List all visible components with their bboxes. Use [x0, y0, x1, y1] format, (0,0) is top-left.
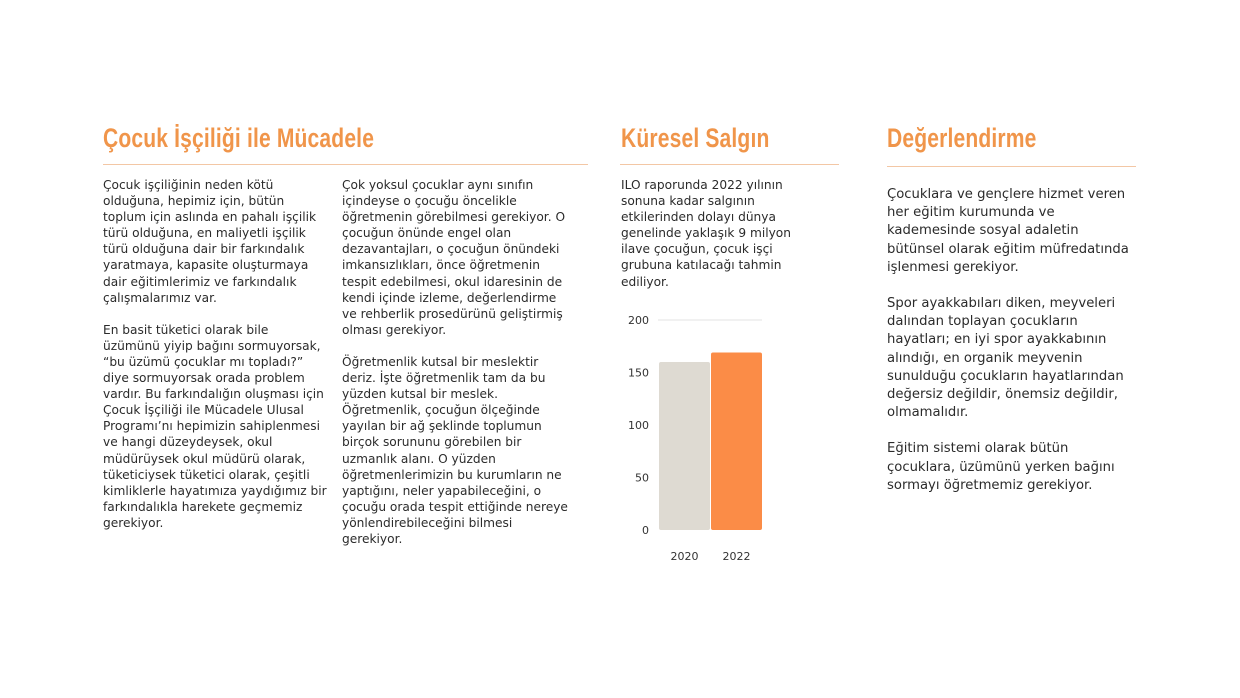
paragraph: Çok yoksul çocuklar aynı sınıfın içindeyse o çocuğu öncelikle öğretmenin görebilmesi gerekiyor. O çocuğun önünde engel olan dezavantajları, o çocuğun önündeki imkansızlıkları, önce öğretmenin tespit edebilmesi, okul idaresinin de kendi içinde izleme, değerlendirme ve rehberlik prosedürünü geliştirmiş olması gerekiyor.	[342, 178, 566, 337]
paragraph: En basit tüketici olarak bile üzümünü yiyip bağını sormuyorsak, “bu üzümü çocuklar mı topladı?” diye sormuyorsak orada problem vardır. Bu farkındalığın oluşması için Çocuk İşçiliği ile Mücadele Ulusal Programı’nı hepimizin sahiplenmesi ve hangi düzeydeysek, okul müdürüysek okul müdürü olarak, tüketiciysek tüketici olarak, çeşitli kimliklerle hayatımıza yaydığımız bir farkındalıkla harekete geçmemiz gerekiyor.	[103, 322, 327, 530]
paragraph: Çocuk işçiliğinin neden kötü olduğuna, hepimiz için, bütün toplum için aslında en pahalı işçilik türü olduğuna, en maliyetli işçilik türü olduğuna dair bir farkındalık yaratmaya, kapasite oluşturmaya dair eğitimlerimiz ve farkındalık çalışmalarımız var.	[103, 178, 317, 305]
paragraph: ILO raporunda 2022 yılının sonuna kadar salgının etkilerinden dolayı dünya genelinde yaklaşık 9 milyon ilave çocuğun, çocuk işçi grubuna katılacağı tahmin ediliyor.	[621, 178, 791, 289]
section-divider-left	[103, 164, 588, 165]
text-column-pandemic	[621, 177, 821, 306]
section-title-pandemic: Küresel Salgın	[621, 123, 770, 153]
y-tick-label: 50	[635, 471, 649, 485]
section-title-child-labor: Çocuk İşçiliği ile Mücadele	[103, 123, 375, 153]
y-tick-label: 150	[628, 366, 649, 380]
x-tick-label: 2020	[670, 550, 699, 563]
text-column-evaluation	[887, 186, 1139, 513]
bar-chart	[620, 310, 780, 570]
text-column-2	[342, 177, 568, 563]
paragraph: Öğretmenlik kutsal bir meslektir deriz. İşte öğretmenlik tam da bu yüzden kutsal bir meslek. Öğretmenlik, çocuğun ölçeğinde yayılan bir ağ şeklinde toplumun birçok sorununu görebilen bir uzmanlık alanı. O yüzden öğretmenlerimizin bu kurumların ne yaptığını, neler yapabileceğini, o çocuğu orada tespit ettiğinde nereye yönlendirebileceğini bilmesi gerekiyor.	[342, 354, 568, 546]
paragraph: Çocuklara ve gençlere hizmet veren her eğitim kurumunda ve kademesinde sosyal adaletin bütünsel olarak eğitim müfredatında işlenmesi gerekiyor.	[887, 187, 1129, 275]
section-title-evaluation: Değerlendirme	[887, 123, 1037, 153]
text-column-1	[103, 177, 328, 547]
paragraph: Spor ayakkabıları diken, meyveleri dalından toplayan çocukların hayatları; en iyi spor ayakkabının alındığı, en organik meyvenin sunulduğu çocukların hayatlarından değersiz değildir, önemsiz değildir, olmamalıdır.	[887, 296, 1124, 421]
bar-2022	[711, 353, 762, 530]
y-tick-label: 100	[628, 419, 649, 432]
bar-2020	[659, 362, 710, 530]
section-divider-middle	[620, 164, 839, 165]
paragraph: Eğitim sistemi olarak bütün çocuklara, üzümünü yerken bağını sormayı öğretmemiz gerekiyor.	[887, 441, 1115, 493]
y-tick-label: 0	[642, 524, 649, 537]
section-divider-right	[887, 166, 1136, 167]
x-tick-label: 2022	[722, 550, 751, 563]
y-tick-label: 200	[628, 314, 649, 327]
